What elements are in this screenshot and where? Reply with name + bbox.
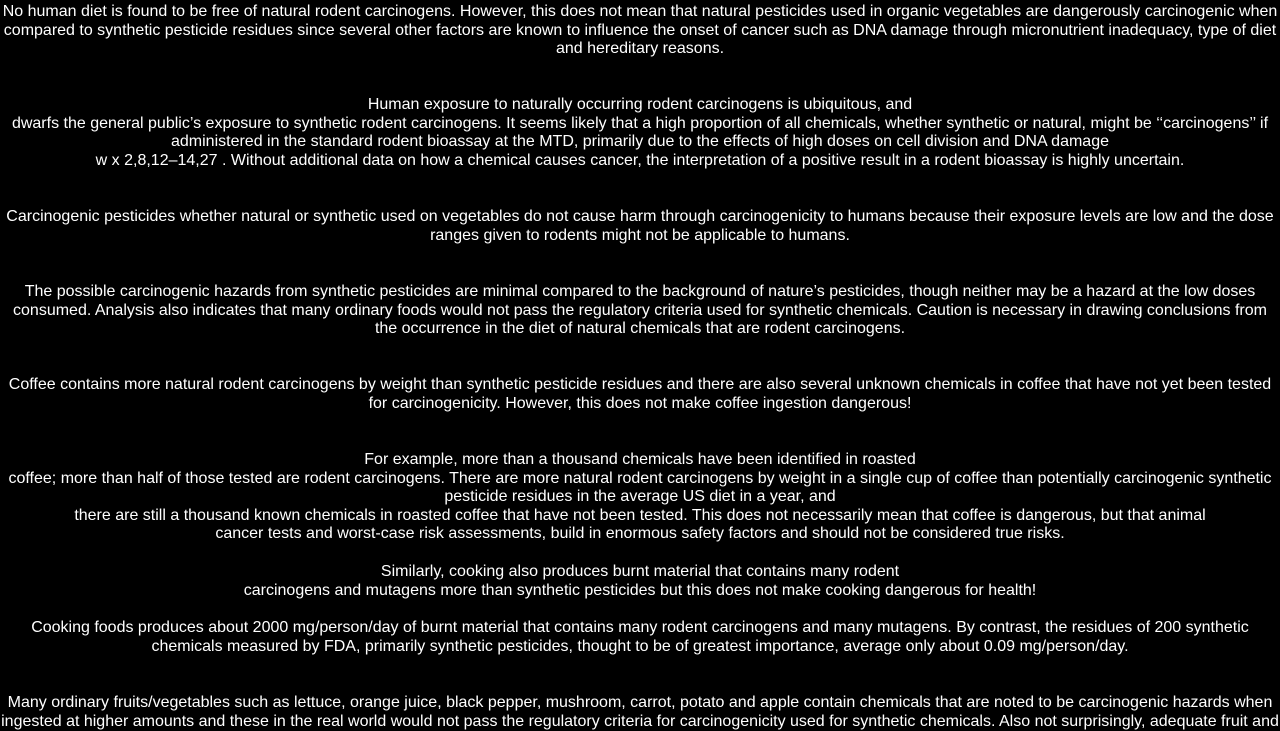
text-line: ingested at higher amounts and these in the real world would not pass the regulatory criteria for carcinogenicity used for synthetic chemicals. Also not surprisingly, adequate fruit and — [1, 712, 1279, 730]
text-line: consumed. Analysis also indicates that many ordinary foods would not pass the regulatory criteria used for synthetic chemicals. Caution is necessary in drawing conclusions from — [13, 301, 1267, 319]
text-line: ranges given to rodents might not be applicable to humans. — [430, 226, 850, 244]
text-line: the occurrence in the diet of natural chemicals that are rodent carcinogens. — [374, 320, 906, 338]
text-line: The possible carcinogenic hazards from synthetic pesticides are minimal compared to the background of nature’s pesticides, though neither may be a hazard at the low doses — [24, 283, 1256, 300]
paragraph-cooking — [0, 563, 1280, 600]
paragraph-diet-carcinogens — [0, 3, 1280, 59]
paragraph-burnt-material — [0, 619, 1280, 656]
text-line: and hereditary reasons. — [555, 40, 725, 58]
text-line: Carcinogenic pesticides whether natural or synthetic used on vegetables do not cause harm through carcinogenicity to humans because their exposure levels are low and the dose — [6, 208, 1274, 225]
text-line: chemicals measured by FDA, primarily synthetic pesticides, thought to be of greatest importance, average only about 0.09 mg/person/day. — [151, 637, 1129, 655]
paragraph-coffee — [0, 376, 1280, 413]
text-line: w x 2,8,12–14,27 . Without additional data on how a chemical causes cancer, the interpretation of a positive result in a rodent bioassay is highly uncertain. — [95, 151, 1185, 169]
paragraph-coffee-example — [0, 451, 1280, 544]
paragraph-ordinary-fruits — [0, 694, 1280, 731]
text-line: compared to synthetic pesticide residues since several other factors are known to influence the onset of cancer such as DNA damage through micronutrient inadequacy, type of diet — [3, 21, 1277, 39]
text-line: Human exposure to naturally occurring rodent carcinogens is ubiquitous, and — [367, 96, 913, 113]
text-line: there are still a thousand known chemicals in roasted coffee that have not been tested. This does not necessarily mean that coffee is dangerous, but that animal — [74, 506, 1206, 524]
text-line: For example, more than a thousand chemicals have been identified in roasted — [364, 451, 916, 468]
text-line: cancer tests and worst-case risk assessments, build in enormous safety factors and should not be considered true risks. — [215, 525, 1065, 543]
text-line: dwarfs the general public’s exposure to synthetic rodent carcinogens. It seems likely that a high proportion of all chemicals, whether synthetic or natural, might be ‘‘carcinogens’’ if — [11, 114, 1269, 132]
text-line: carcinogens and mutagens more than synthetic pesticides but this does not make cooking dangerous for health! — [243, 581, 1037, 599]
text-line: Cooking foods produces about 2000 mg/person/day of burnt material that contains many rodent carcinogens and many mutagens. By contrast, the residues of 200 synthetic — [31, 619, 1249, 636]
text-line: Similarly, cooking also produces burnt material that contains many rodent — [380, 563, 900, 580]
text-line: administered in the standard rodent bioassay at the MTD, primarily due to the effects of high doses on cell division and DNA damage — [171, 133, 1109, 151]
text-line: Coffee contains more natural rodent carcinogens by weight than synthetic pesticide residues and there are also several unknown chemicals in coffee that have not yet been tested — [8, 376, 1272, 393]
text-line: No human diet is found to be free of natural rodent carcinogens. However, this does not mean that natural pesticides used in organic vegetables are dangerously carcinogenic when — [2, 3, 1278, 20]
text-line: for carcinogenicity. However, this does not make coffee ingestion dangerous! — [368, 394, 912, 412]
text-line: coffee; more than half of those tested are rodent carcinogens. There are more natural rodent carcinogens by weight in a single cup of coffee than potentially carcinogenic synthetic — [8, 469, 1272, 487]
text-line: pesticide residues in the average US diet in a year, and — [444, 488, 836, 506]
paragraph-human-exposure — [0, 96, 1280, 170]
paragraph-carcinogenic-hazards — [0, 283, 1280, 339]
paragraph-pesticides-vegetables — [0, 208, 1280, 245]
text-line: Many ordinary fruits/vegetables such as lettuce, orange juice, black pepper, mushroom, carrot, potato and apple contain chemicals that are noted to be carcinogenic hazards when — [7, 694, 1273, 711]
